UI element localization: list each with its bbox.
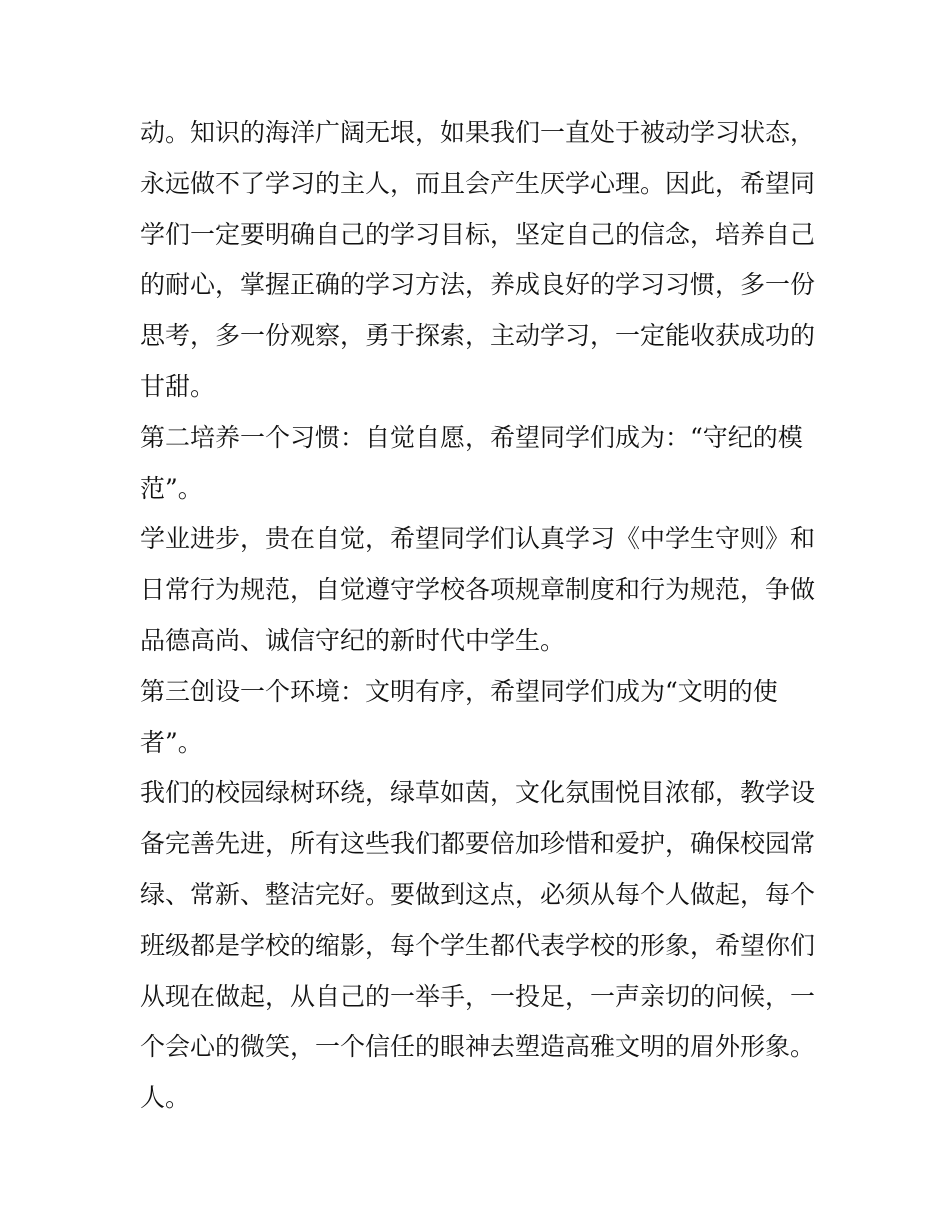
section-heading: 第二培养一个习惯：自觉自愿，希望同学们成为：“守纪的模	[140, 422, 803, 452]
text-line: 学业进步，贵在自觉，希望同学们认真学习《中学生守则》和	[140, 524, 816, 554]
section-heading: 范”。	[140, 473, 203, 503]
text-line: 品德高尚、诚信守纪的新时代中学生。	[140, 625, 566, 655]
text-line: 人。	[140, 1083, 191, 1113]
text-line: 的耐心，掌握正确的学习方法，养成良好的学习习惯，多一份	[140, 270, 816, 300]
text-line: 日常行为规范，自觉遵守学校各项规章制度和行为规范，争做	[140, 575, 816, 605]
section-heading: 者”。	[140, 727, 203, 757]
text-line: 我们的校园绿树环绕，绿草如茵，文化氛围悦目浓郁，教学设	[140, 778, 816, 808]
text-line: 甘甜。	[140, 371, 216, 401]
section-heading: 第三创设一个环境：文明有序，希望同学们成为“文明的使	[140, 676, 778, 706]
text-line: 学们一定要明确自己的学习目标，坚定自己的信念，培养自己	[140, 219, 816, 249]
text-line: 动。知识的海洋广阔无垠，如果我们一直处于被动学习状态，	[140, 118, 816, 147]
text-line: 备完善先进，所有这些我们都要倍加珍惜和爱护，确保校园常	[140, 829, 816, 859]
text-line: 绿、常新、整洁完好。要做到这点，必须从每个人做起，每个	[140, 879, 816, 909]
text-line: 个会心的微笑，一个信任的眼神去塑造高雅文明的眉外形象。	[140, 1032, 816, 1062]
text-line: 永远做不了学习的主人，而且会产生厌学心理。因此，希望同	[140, 168, 816, 198]
text-line: 班级都是学校的缩影，每个学生都代表学校的形象，希望你们	[140, 930, 816, 960]
text-line: 从现在做起，从自己的一举手，一投足，一声亲切的问候，一	[140, 981, 816, 1011]
document-body	[140, 108, 830, 1124]
text-line: 思考，多一份观察，勇于探索，主动学习，一定能收获成功的	[140, 321, 816, 351]
